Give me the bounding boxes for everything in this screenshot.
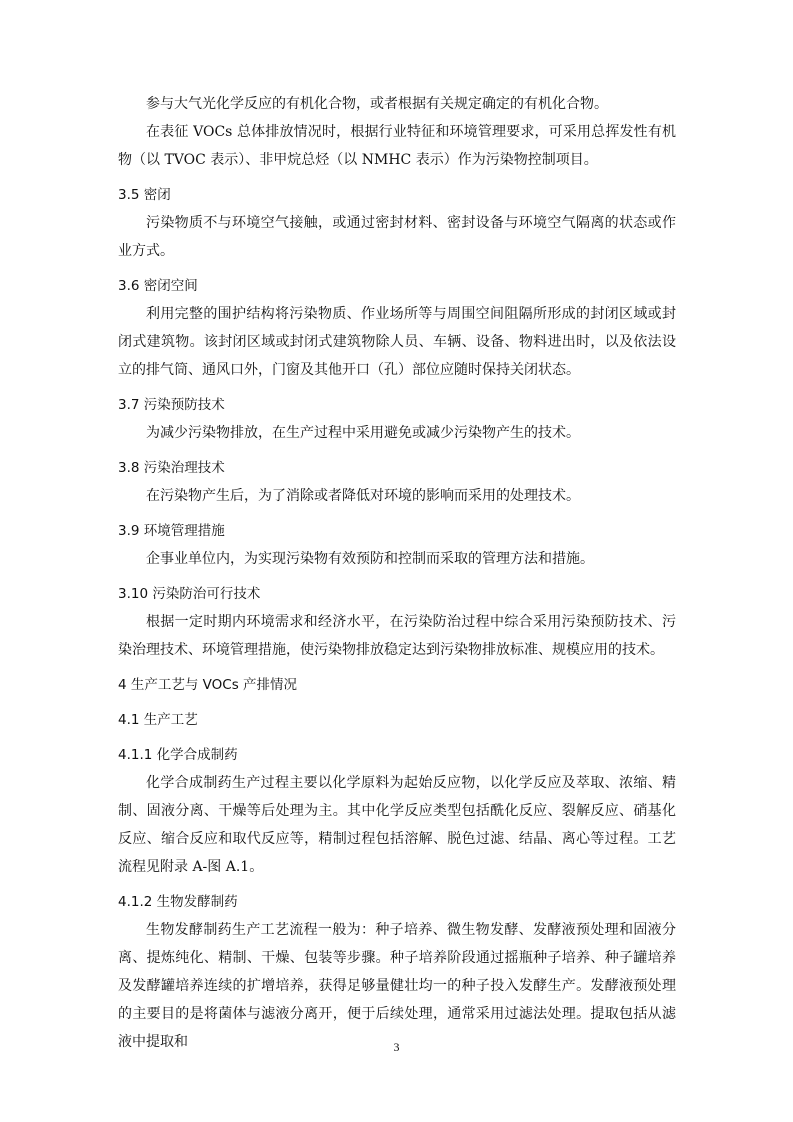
paragraph: 参与大气光化学反应的有机化合物，或者根据有关规定确定的有机化合物。 — [146, 96, 608, 112]
section-heading: 3.10 污染防治可行技术 — [118, 586, 261, 602]
section-heading: 3.5 密闭 — [118, 187, 171, 203]
section-heading: 3.9 环境管理措施 — [118, 523, 225, 539]
section-heading: 3.8 污染治理技术 — [118, 460, 225, 476]
section-heading: 3.6 密闭空间 — [118, 278, 198, 294]
paragraph: 企事业单位内，为实现污染物有效预防和控制而采取的管理方法和措施。 — [146, 551, 594, 567]
section-heading: 4.1 生产工艺 — [118, 712, 198, 728]
paragraph: 生物发酵制药生产工艺流程一般为：种子培养、微生物发酵、发酵液预处理和固液分离、提炼纯化、精制、干燥、包装等步骤。种子培养阶段通过摇瓶种子培养、种子罐培养及发酵罐培养连续的扩增培养，获得足够量健壮均一的种子投入发酵生产。发酵液预处理的主要目的是将菌体与滤液分离开，便于后续处理，通常采用过滤法处理。提取包括从滤液中提取和 — [118, 922, 676, 1050]
section-heading: 3.7 污染预防技术 — [118, 397, 225, 413]
paragraph: 在表征 VOCs 总体排放情况时，根据行业特征和环境管理要求，可采用总挥发性有机物（以 TVOC 表示）、非甲烷总烃（以 NMHC 表示）作为污染物控制项目。 — [118, 124, 676, 168]
paragraph: 化学合成制药生产过程主要以化学原料为起始反应物，以化学反应及萃取、浓缩、精制、固液分离、干燥等后处理为主。其中化学反应类型包括酰化反应、裂解反应、硝基化反应、缩合反应和取代反应等，精制过程包括溶解、脱色过滤、结晶、离心等过程。工艺流程见附录 A-图 A.1。 — [118, 775, 676, 875]
paragraph: 为减少污染物排放，在生产过程中采用避免或减少污染物产生的技术。 — [146, 425, 580, 441]
section-heading: 4.1.1 化学合成制药 — [118, 747, 238, 763]
paragraph: 污染物质不与环境空气接触，或通过密封材料、密封设备与环境空气隔离的状态或作业方式。 — [118, 215, 676, 259]
section-heading: 4.1.2 生物发酵制药 — [118, 894, 238, 910]
paragraph: 利用完整的围护结构将污染物质、作业场所等与周围空间阻隔所形成的封闭区域或封闭式建筑物。该封闭区域或封闭式建筑物除人员、车辆、设备、物料进出时，以及依法设立的排气筒、通风口外，门窗及其他开口（孔）部位应随时保持关闭状态。 — [118, 306, 676, 378]
paragraph: 根据一定时期内环境需求和经济水平，在污染防治过程中综合采用污染预防技术、污染治理技术、环境管理措施，使污染物排放稳定达到污染物排放标准、规模应用的技术。 — [118, 614, 676, 658]
paragraph: 在污染物产生后，为了消除或者降低对环境的影响而采用的处理技术。 — [146, 488, 580, 504]
document-body — [118, 90, 676, 1056]
section-heading: 4 生产工艺与 VOCs 产排情况 — [118, 677, 298, 693]
page-number: 3 — [393, 1040, 400, 1054]
